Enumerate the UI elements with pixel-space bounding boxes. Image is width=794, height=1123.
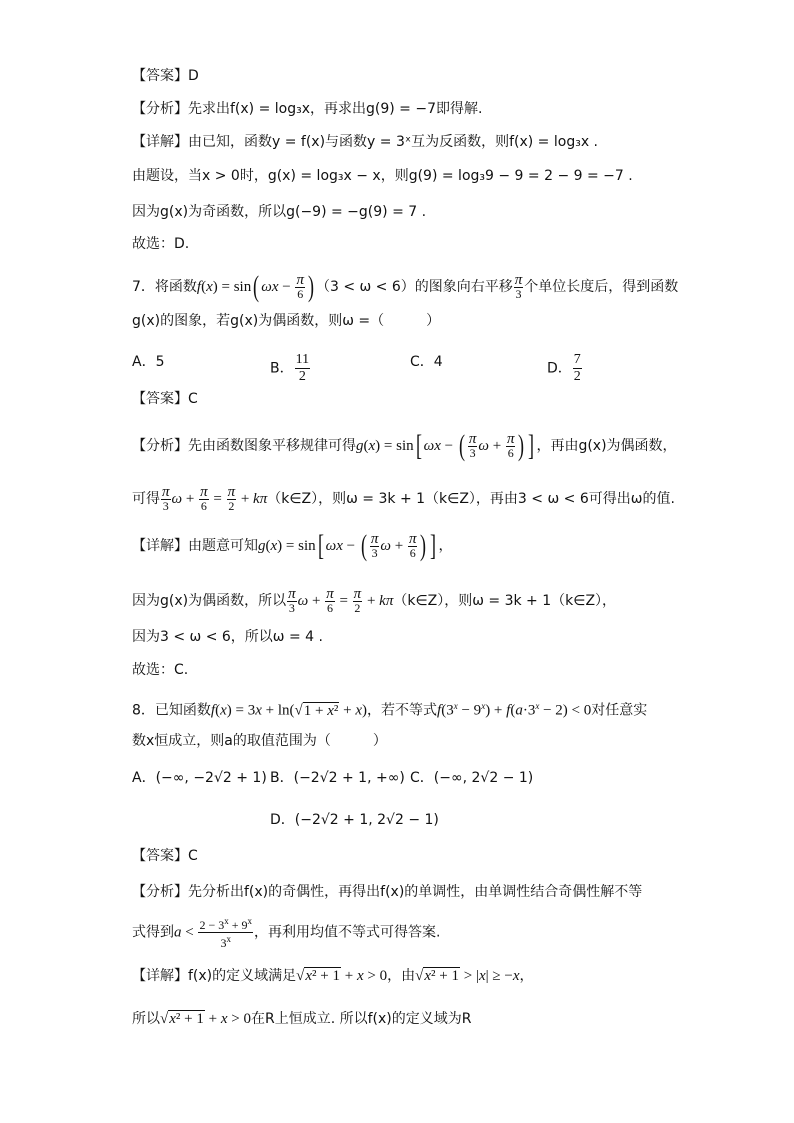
q7-shift-fraction: $\frac{\pi}{3}$ [514,271,523,301]
q7-option-a: A．5 [132,354,165,370]
q8-analysis-line-2: 式得到a < $\frac{2 - 3^x + 9^x}{3^x}$ ，再利用均值不等式可得答案. [132,916,441,950]
q6-detail-line-2: 由题设，当x > 0时，g(x) = log₃x − x，则g(9) = log₃9 − 9 = 2 − 9 = −7 . [132,168,633,184]
q7-detail-line-3: 因为3 < ω < 6，所以ω = 4 . [132,629,323,645]
detail-tag: 【详解】 [132,968,188,984]
q6-answer-line [132,66,199,86]
q8-detail-line-2: 所以√x² + 1 + x > 0在R上恒成立. 所以f(x)的定义域为R [132,1011,472,1027]
q8-option-c: C．(−∞, 2√2 − 1) [410,770,534,786]
q7-detail-line-1: 【详解】由题意可知g(x) = sin[ ωx − ( $\frac{\pi}{3}$ ω + $\frac{\pi}{6}$ ) ] ， [132,529,453,562]
q8-answer-line [132,846,198,866]
detail-tag: 【详解】 [132,134,188,150]
analysis-tag: 【分析】 [132,101,188,117]
answer-value: C [188,391,198,407]
q7-pi-over-6: $\frac{\pi}{6}$ [296,271,304,301]
q7-function-expr: f [196,279,202,295]
q7-option-b: B． $\frac{11}{2}$ [270,352,310,384]
analysis-tag: 【分析】 [132,884,188,900]
q8-option-a: A．(−∞, −2√2 + 1) [132,770,267,786]
q7-choose-line: 故选：C. [132,662,189,678]
q6-detail-line-3: 因为g(x)为奇函数，所以g(−9) = −g(9) = 7 . [132,204,427,220]
q8-stem-line-1: 8．已知函数f(x) = 3x + ln(√1 + x² + x)，若不等式$f(3^x - 9^x) + f(a\cdot 3^x - 2) < 0$对任意实 [132,701,648,719]
q8-option-d: D．(−2√2 + 1, 2√2 − 1) [270,812,439,828]
q6-analysis-line [132,99,482,119]
q7-stem-prefix: 7．将函数 [132,279,197,295]
q7-stem-line-2: g(x)的图象，若g(x)为偶函数，则ω =（ ） [132,313,441,329]
detail-text: 由已知，函数y = f(x)与函数y = 3ˣ互为反函数，则f(x) = log₃x . [188,134,598,150]
q6-choose-line: 故选：D. [132,236,190,252]
answer-value: C [188,848,198,864]
answer-value: D [188,68,199,84]
q8-option-b: B．(−2√2 + 1, +∞) [270,770,405,786]
q7-stem-suffix: 个单位长度后，得到函数 [524,279,679,295]
q7-option-c: C．4 [410,354,443,370]
q8-detail-line-1: 【详解】f(x)的定义域满足√x² + 1 + x > 0，由√x² + 1 > |x| ≥ −x， [132,968,534,984]
analysis-text: 先求出f(x) = log₃x，再求出g(9) = −7即得解. [188,101,483,117]
q7-stem-line-1: 7．将函数f(x) = sin( ωx − $\frac{\pi}{6}$ ) （3 < ω < 6）的图象向右平移 $\frac{\pi}{3}$ 个单位长度后，得到函数 [132,270,679,303]
q8-stem-line-2: 数x恒成立，则a的取值范围为（ ） [132,733,387,749]
answer-tag: 【答案】 [132,391,188,407]
answer-tag: 【答案】 [132,848,188,864]
q8-analysis-line-1: 【分析】先分析出f(x)的奇偶性，再得出f(x)的单调性，由单调性结合奇偶性解不等 [132,884,643,900]
answer-tag: 【答案】 [132,68,188,84]
q7-stem-mid: （3 < ω < 6）的图象向右平移 [315,279,513,295]
q7-option-d: D． $\frac{7}{2}$ [547,352,581,384]
q6-detail-line-1 [132,132,598,152]
q7-detail-line-2: 因为g(x)为偶函数，所以 $\frac{\pi}{3}$ ω + $\frac{\pi}{6}$ = $\frac{\pi}{2}$ + kπ（k∈Z），则ω = 3k + 1（k∈Z）， [132,585,617,615]
q7-analysis-line-2: 可得 $\frac{\pi}{3}$ ω + $\frac{\pi}{6}$ = $\frac{\pi}{2}$ + kπ（k∈Z），则ω = 3k + 1（k∈Z），再由3 < ω < 6可得出ω的值. [132,483,675,513]
q7-answer-line [132,389,198,409]
detail-tag: 【详解】 [132,538,188,554]
analysis-tag: 【分析】 [132,438,188,454]
q7-analysis-line-1: 【分析】先由函数图象平移规律可得g(x) = sin[ ωx − ( $\frac{\pi}{3}$ ω + $\frac{\pi}{6}$ ) ] ，再由g(x)为偶函数， [132,429,677,462]
